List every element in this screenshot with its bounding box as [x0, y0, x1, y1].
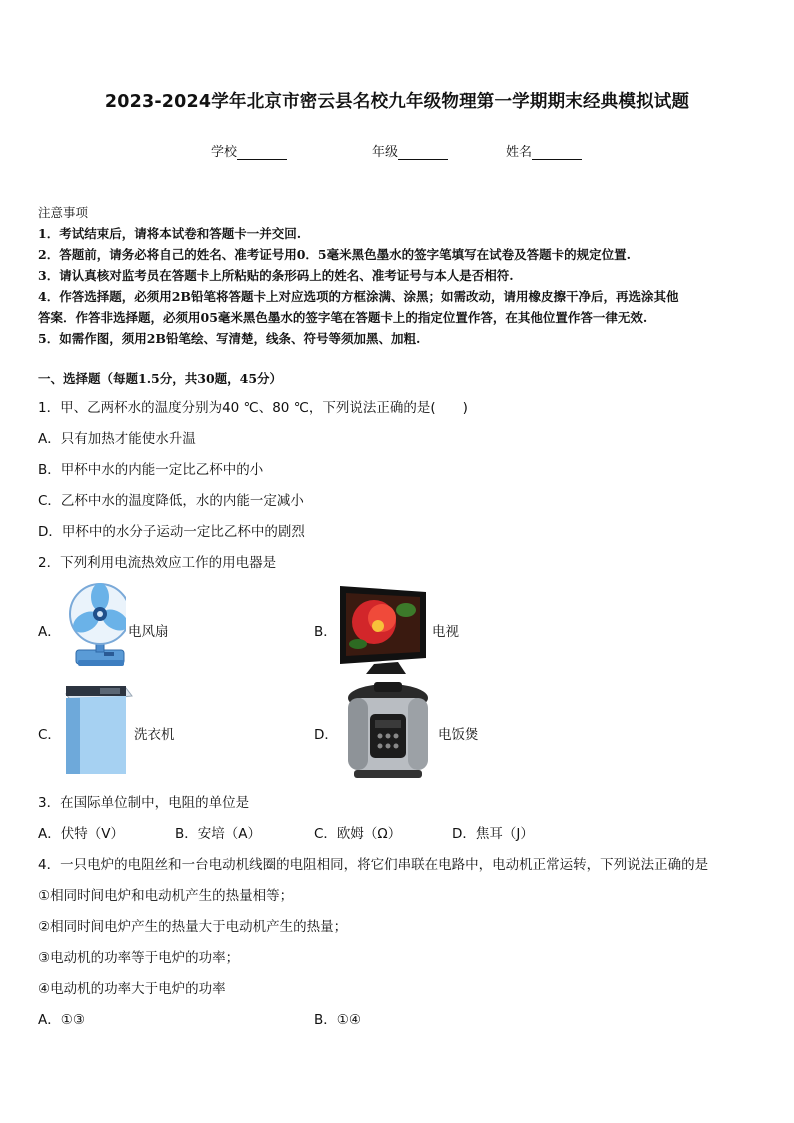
q2-option-c-label: 洗衣机	[134, 727, 175, 743]
electric-fan-image	[60, 580, 126, 672]
school-label: 学校	[211, 145, 238, 160]
q1-option-d: D．甲杯中的水分子运动一定比乙杯中的剧烈	[38, 524, 305, 540]
question-4-stem: 4．一只电炉的电阻丝和一台电动机线圈的电阻相同，将它们串联在电路中，电动机正常运转，下列说法正确的是	[38, 857, 709, 873]
q2-option-d-letter: D．	[314, 727, 338, 743]
page-title: 2023-2024学年北京市密云县名校九年级物理第一学期期末经典模拟试题	[104, 92, 690, 112]
grade-field	[372, 141, 448, 160]
q2-option-b-letter: B．	[314, 624, 337, 640]
q3-option-c: C．欧姆（Ω）	[314, 826, 402, 842]
notice-item: 1．考试结束后，请将本试卷和答题卡一并交回.	[38, 226, 302, 241]
washing-machine-image	[60, 684, 134, 776]
q2-option-c-letter: C．	[38, 727, 61, 743]
q3-option-d: D．焦耳（J）	[452, 826, 534, 842]
name-label: 姓名	[506, 145, 533, 160]
school-field	[211, 141, 287, 160]
notice-item: 2．答题前，请务必将自己的姓名、准考证号用0．5毫米黑色墨水的签字笔填写在试卷及答题卡的规定位置.	[38, 247, 631, 262]
notice-heading: 注意事项	[38, 205, 89, 220]
question-3-stem: 3．在国际单位制中，电阻的单位是	[38, 795, 250, 811]
question-2-stem: 2．下列利用电流热效应工作的用电器是	[38, 555, 277, 571]
notice-item: 答案．作答非选择题，必须用05毫米黑色墨水的签字笔在答题卡上的指定位置作答，在其他位置作答一律无效.	[38, 310, 648, 325]
rice-cooker-image	[340, 680, 436, 782]
q3-option-a: A．伏特（V）	[38, 826, 124, 842]
question-1-stem: 1．甲、乙两杯水的温度分别为40 ℃、80 ℃，下列说法正确的是( )	[38, 400, 468, 416]
q1-option-b: B．甲杯中水的内能一定比乙杯中的小	[38, 462, 264, 478]
q2-option-b-label: 电视	[432, 624, 459, 640]
notice-item: 4．作答选择题，必须用2B铅笔将答题卡上对应选项的方框涂满、涂黑；如需改动，请用橡皮擦干净后，再选涂其他	[38, 289, 679, 304]
school-blank	[237, 146, 287, 160]
q4-option-a: A．①③	[38, 1012, 85, 1028]
q1-option-c: C．乙杯中水的温度降低，水的内能一定减小	[38, 493, 304, 509]
q4-statement: ③电动机的功率等于电炉的功率；	[38, 950, 240, 966]
q4-statement: ②相同时间电炉产生的热量大于电动机产生的热量；	[38, 919, 348, 935]
television-image	[334, 582, 430, 678]
q2-option-d-label: 电饭煲	[438, 727, 479, 743]
q3-option-b: B．安培（A）	[175, 826, 261, 842]
name-field	[506, 141, 582, 160]
grade-blank	[398, 146, 448, 160]
name-blank	[532, 146, 582, 160]
q2-option-a-label: 电风扇	[128, 624, 169, 640]
q2-option-a-letter: A．	[38, 624, 61, 640]
q4-statement: ④电动机的功率大于电炉的功率	[38, 981, 226, 997]
q4-statement: ①相同时间电炉和电动机产生的热量相等；	[38, 888, 294, 904]
grade-label: 年级	[372, 145, 399, 160]
notice-item: 5．如需作图，须用2B铅笔绘、写清楚，线条、符号等须加黑、加粗.	[38, 331, 421, 346]
q1-option-a: A．只有加热才能使水升温	[38, 431, 196, 447]
q4-option-b: B．①④	[314, 1012, 361, 1028]
notice-item: 3．请认真核对监考员在答题卡上所粘贴的条形码上的姓名、准考证号与本人是否相符.	[38, 268, 514, 283]
section-heading: 一、选择题（每题1.5分，共30题，45分）	[38, 371, 283, 386]
